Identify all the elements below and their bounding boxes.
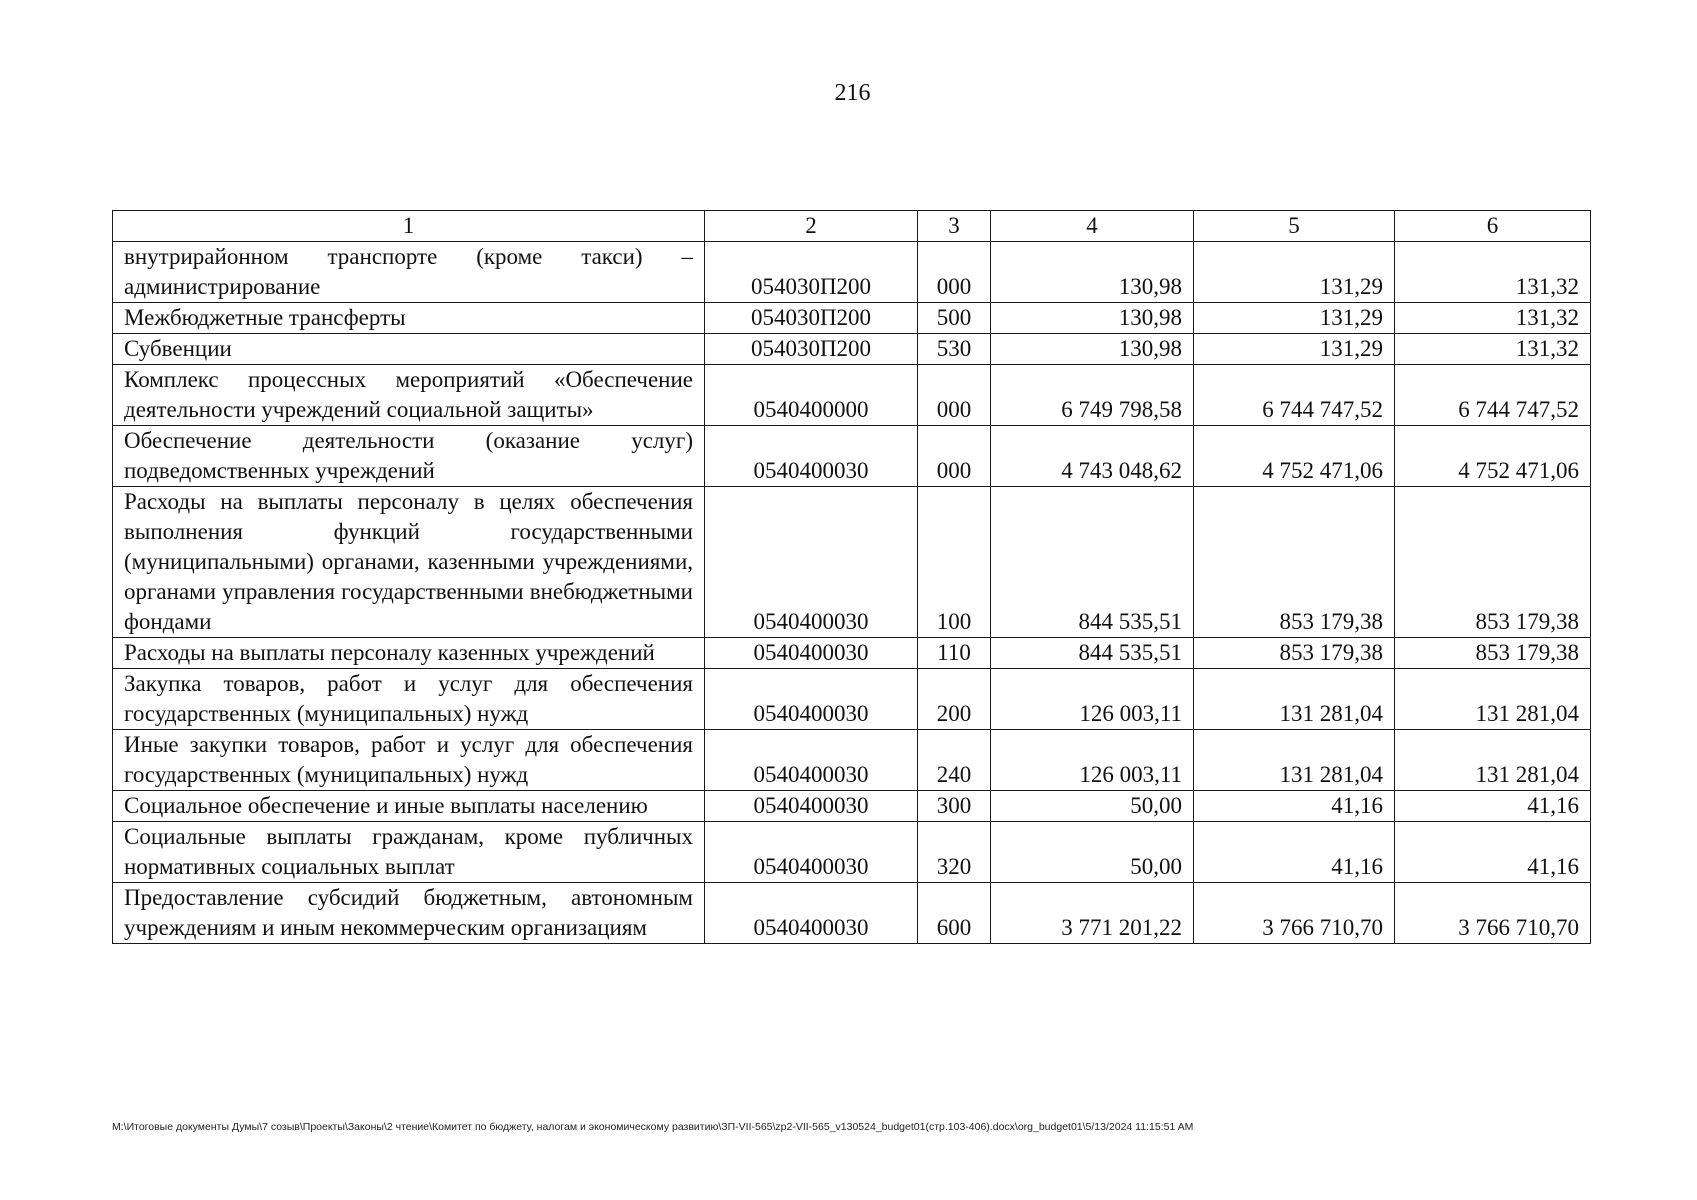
row-value-2: 4 752 471,06 (1194, 426, 1395, 487)
row-vr: 600 (918, 883, 991, 944)
row-name: Обеспечение деятельности (оказание услуг) подведомственных учреждений (113, 426, 705, 487)
row-code: 0540400030 (705, 791, 918, 822)
row-value-1: 50,00 (991, 791, 1194, 822)
page-number (0, 80, 1697, 107)
row-name: Иные закупки товаров, работ и услуг для обеспечения государственных (муниципальных) нужд (113, 730, 705, 791)
table-row (113, 638, 1591, 669)
budget-table (112, 210, 1591, 944)
header-col-4: 4 (991, 211, 1194, 242)
row-value-2: 131 281,04 (1194, 669, 1395, 730)
row-value-1: 126 003,11 (991, 730, 1194, 791)
row-name: внутрирайонном транспорте (кроме такси) – администрирование (113, 242, 705, 303)
table-row (113, 426, 1591, 487)
row-value-3: 853 179,38 (1395, 638, 1591, 669)
row-value-2: 131,29 (1194, 334, 1395, 365)
row-name: Расходы на выплаты персоналу казенных учреждений (113, 638, 705, 669)
row-value-3: 41,16 (1395, 822, 1591, 883)
table-row (113, 487, 1591, 638)
row-value-1: 50,00 (991, 822, 1194, 883)
row-value-3: 131 281,04 (1395, 730, 1591, 791)
row-code: 0540400030 (705, 638, 918, 669)
row-vr: 240 (918, 730, 991, 791)
table-row (113, 730, 1591, 791)
row-value-1: 4 743 048,62 (991, 426, 1194, 487)
row-code: 0540400030 (705, 487, 918, 638)
page-number-text: 216 (834, 80, 871, 106)
row-vr: 500 (918, 303, 991, 334)
table-row (113, 365, 1591, 426)
row-code: 0540400000 (705, 365, 918, 426)
row-value-3: 6 744 747,52 (1395, 365, 1591, 426)
row-value-3: 3 766 710,70 (1395, 883, 1591, 944)
table-header-row (113, 211, 1591, 242)
row-name: Межбюджетные трансферты (113, 303, 705, 334)
row-value-3: 4 752 471,06 (1395, 426, 1591, 487)
row-code: 054030П200 (705, 303, 918, 334)
table-row (113, 883, 1591, 944)
table-row (113, 242, 1591, 303)
header-col-2: 2 (705, 211, 918, 242)
header-col-5: 5 (1194, 211, 1395, 242)
row-name: Комплекс процессных мероприятий «Обеспечение деятельности учреждений социальной защиты» (113, 365, 705, 426)
row-value-1: 130,98 (991, 242, 1194, 303)
row-code: 0540400030 (705, 883, 918, 944)
row-vr: 300 (918, 791, 991, 822)
row-value-2: 853 179,38 (1194, 638, 1395, 669)
row-value-3: 131,32 (1395, 303, 1591, 334)
row-value-3: 41,16 (1395, 791, 1591, 822)
row-code: 0540400030 (705, 730, 918, 791)
row-value-2: 131 281,04 (1194, 730, 1395, 791)
row-code: 0540400030 (705, 822, 918, 883)
row-name: Расходы на выплаты персоналу в целях обеспечения выполнения функций государственными (муниципальными) органами, казенными учреждениями, органами управления государственными внебюджетными фондами (113, 487, 705, 638)
row-value-2: 3 766 710,70 (1194, 883, 1395, 944)
row-vr: 110 (918, 638, 991, 669)
row-value-2: 41,16 (1194, 791, 1395, 822)
row-code: 0540400030 (705, 669, 918, 730)
header-col-1: 1 (113, 211, 705, 242)
row-name: Предоставление субсидий бюджетным, автономным учреждениям и иным некоммерческим организациям (113, 883, 705, 944)
row-vr: 200 (918, 669, 991, 730)
row-value-2: 41,16 (1194, 822, 1395, 883)
row-name: Субвенции (113, 334, 705, 365)
row-value-2: 6 744 747,52 (1194, 365, 1395, 426)
row-vr: 000 (918, 242, 991, 303)
row-code: 0540400030 (705, 426, 918, 487)
row-vr: 000 (918, 426, 991, 487)
row-code: 054030П200 (705, 242, 918, 303)
row-value-3: 131 281,04 (1395, 669, 1591, 730)
row-vr: 320 (918, 822, 991, 883)
header-col-6: 6 (1395, 211, 1591, 242)
row-value-2: 131,29 (1194, 242, 1395, 303)
row-value-1: 6 749 798,58 (991, 365, 1194, 426)
row-vr: 530 (918, 334, 991, 365)
row-vr: 000 (918, 365, 991, 426)
table-row (113, 669, 1591, 730)
row-value-2: 131,29 (1194, 303, 1395, 334)
row-code: 054030П200 (705, 334, 918, 365)
row-value-3: 131,32 (1395, 242, 1591, 303)
table-row (113, 303, 1591, 334)
row-value-1: 130,98 (991, 303, 1194, 334)
row-value-3: 131,32 (1395, 334, 1591, 365)
header-col-3: 3 (918, 211, 991, 242)
row-value-3: 853 179,38 (1395, 487, 1591, 638)
table-row (113, 334, 1591, 365)
row-value-1: 130,98 (991, 334, 1194, 365)
row-name: Социальное обеспечение и иные выплаты населению (113, 791, 705, 822)
row-name: Закупка товаров, работ и услуг для обеспечения государственных (муниципальных) нужд (113, 669, 705, 730)
row-value-1: 844 535,51 (991, 638, 1194, 669)
row-vr: 100 (918, 487, 991, 638)
row-value-1: 3 771 201,22 (991, 883, 1194, 944)
row-value-1: 126 003,11 (991, 669, 1194, 730)
document-footer-path: M:\Итоговые документы Думы\7 созыв\Проекты\Законы\2 чтение\Комитет по бюджету, налогам и экономическому развитию\ЗП-VII-565\zp2-VII-565_v130524_budget01(стр.103-406).docx\org_budget01\5/13/2024 11:15:51 AM (112, 1121, 1194, 1133)
row-value-1: 844 535,51 (991, 487, 1194, 638)
table-row (113, 791, 1591, 822)
row-name: Социальные выплаты гражданам, кроме публичных нормативных социальных выплат (113, 822, 705, 883)
row-value-2: 853 179,38 (1194, 487, 1395, 638)
table-row (113, 822, 1591, 883)
